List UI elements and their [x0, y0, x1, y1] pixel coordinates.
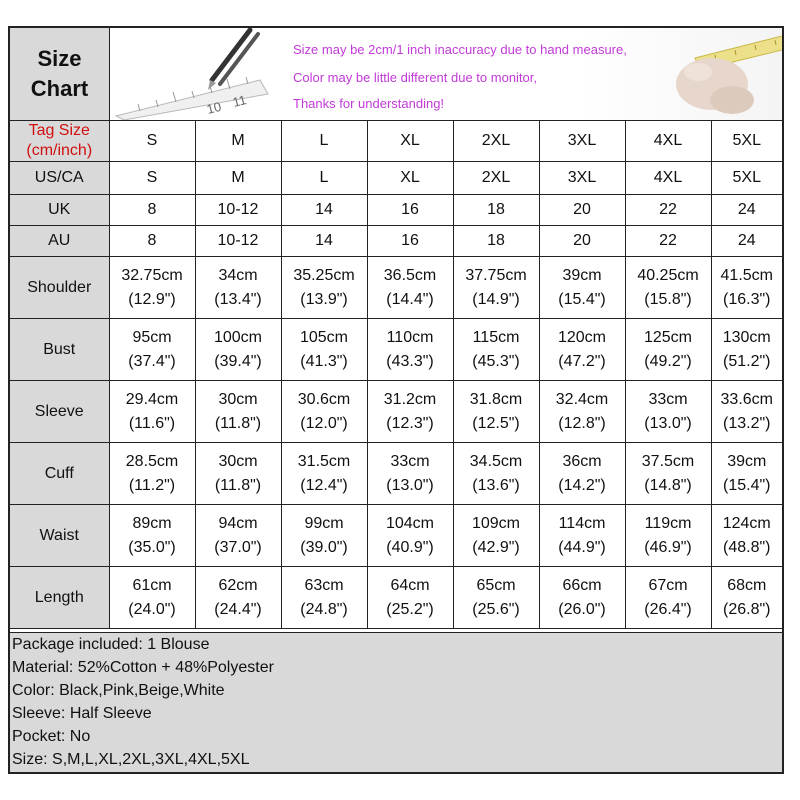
table-cell: 31.5cm (12.4")	[281, 443, 367, 505]
table-cell: XL	[367, 162, 453, 195]
table-cell: 4XL	[625, 162, 711, 195]
table-cell: 10-12	[195, 226, 281, 257]
table-row	[10, 567, 782, 629]
table-cell: 36.5cm (14.4")	[367, 257, 453, 319]
table-cell: 30cm (11.8")	[195, 381, 281, 443]
row-label: Length	[10, 567, 109, 629]
table-cell: 130cm (51.2")	[711, 319, 782, 381]
table-cell: 100cm (39.4")	[195, 319, 281, 381]
header	[10, 28, 782, 121]
size-header-cell: 5XL	[711, 121, 782, 162]
row-label: Waist	[10, 505, 109, 567]
table-row	[10, 162, 782, 195]
table-cell: 20	[539, 226, 625, 257]
table-cell: 8	[109, 195, 195, 226]
table-cell: 18	[453, 226, 539, 257]
size-header-cell: 2XL	[453, 121, 539, 162]
table-cell: 125cm (49.2")	[625, 319, 711, 381]
table-cell: 20	[539, 195, 625, 226]
table-cell: 94cm (37.0")	[195, 505, 281, 567]
table-cell: 33.6cm (13.2")	[711, 381, 782, 443]
table-cell: 110cm (43.3")	[367, 319, 453, 381]
table-cell: 114cm (44.9")	[539, 505, 625, 567]
table-cell: 32.4cm (12.8")	[539, 381, 625, 443]
table-cell: 34.5cm (13.6")	[453, 443, 539, 505]
table-row	[10, 381, 782, 443]
table-cell: 36cm (14.2")	[539, 443, 625, 505]
tag-size-header: Tag Size (cm/inch)	[10, 121, 109, 162]
table-cell: 109cm (42.9")	[453, 505, 539, 567]
table-cell: 22	[625, 195, 711, 226]
table-cell: 61cm (24.0")	[109, 567, 195, 629]
table-cell: 66cm (26.0")	[539, 567, 625, 629]
table-cell: 8	[109, 226, 195, 257]
table-cell: 40.25cm (15.8")	[625, 257, 711, 319]
table-row	[10, 319, 782, 381]
detail-pocket: Pocket: No	[12, 728, 91, 745]
table-cell: 24	[711, 226, 782, 257]
table-cell: 65cm (25.6")	[453, 567, 539, 629]
table-cell: 33cm (13.0")	[367, 443, 453, 505]
detail-color: Color: Black,Pink,Beige,White	[12, 682, 225, 699]
table-row	[10, 443, 782, 505]
detail-material: Material: 52%Cotton + 48%Polyester	[12, 659, 274, 676]
table-cell: 22	[625, 226, 711, 257]
table-cell: 34cm (13.4")	[195, 257, 281, 319]
banner-note: Size may be 2cm/1 inch inaccuracy due to hand measure,	[293, 42, 627, 57]
table-cell: 18	[453, 195, 539, 226]
row-label: Bust	[10, 319, 109, 381]
table-cell: 24	[711, 195, 782, 226]
table-row	[10, 505, 782, 567]
table-cell: S	[109, 162, 195, 195]
table-cell: 33cm (13.0")	[625, 381, 711, 443]
table-cell: 32.75cm (12.9")	[109, 257, 195, 319]
row-label: Sleeve	[10, 381, 109, 443]
size-table	[10, 121, 782, 629]
pencil-ruler-icon	[110, 28, 290, 120]
size-chart-frame	[8, 26, 784, 774]
table-cell: 39cm (15.4")	[711, 443, 782, 505]
table-cell: 89cm (35.0")	[109, 505, 195, 567]
table-row	[10, 195, 782, 226]
size-header-cell: XL	[367, 121, 453, 162]
table-cell: 31.2cm (12.3")	[367, 381, 453, 443]
measuring-tape-hand-icon	[640, 28, 782, 120]
table-cell: 104cm (40.9")	[367, 505, 453, 567]
table-cell: 14	[281, 226, 367, 257]
ruler-number: 11	[231, 92, 248, 110]
table-cell: 30cm (11.8")	[195, 443, 281, 505]
product-details	[10, 632, 782, 772]
banner-note: Color may be little different due to monitor,	[293, 70, 537, 85]
table-cell: 30.6cm (12.0")	[281, 381, 367, 443]
table-cell: 10-12	[195, 195, 281, 226]
table-cell: 119cm (46.9")	[625, 505, 711, 567]
size-header-cell: S	[109, 121, 195, 162]
table-cell: 67cm (26.4")	[625, 567, 711, 629]
row-label: Shoulder	[10, 257, 109, 319]
table-row	[10, 121, 782, 162]
table-row	[10, 257, 782, 319]
row-label: UK	[10, 195, 109, 226]
row-label: Cuff	[10, 443, 109, 505]
banner-note: Thanks for understanding!	[293, 96, 445, 111]
table-cell: 28.5cm (11.2")	[109, 443, 195, 505]
detail-sleeve: Sleeve: Half Sleeve	[12, 705, 152, 722]
table-cell: 64cm (25.2")	[367, 567, 453, 629]
size-header-cell: M	[195, 121, 281, 162]
measurement-banner	[110, 28, 782, 120]
table-cell: 35.25cm (13.9")	[281, 257, 367, 319]
table-cell: 37.75cm (14.9")	[453, 257, 539, 319]
size-chart-title: Size Chart	[10, 28, 110, 120]
row-label: AU	[10, 226, 109, 257]
table-cell: 29.4cm (11.6")	[109, 381, 195, 443]
table-cell: 2XL	[453, 162, 539, 195]
table-cell: L	[281, 162, 367, 195]
size-header-cell: 3XL	[539, 121, 625, 162]
table-cell: 124cm (48.8")	[711, 505, 782, 567]
ruler-number: 10	[205, 98, 223, 117]
table-cell: 14	[281, 195, 367, 226]
table-cell: 41.5cm (16.3")	[711, 257, 782, 319]
size-header-cell: L	[281, 121, 367, 162]
table-cell: M	[195, 162, 281, 195]
table-cell: 31.8cm (12.5")	[453, 381, 539, 443]
table-cell: 95cm (37.4")	[109, 319, 195, 381]
table-cell: 39cm (15.4")	[539, 257, 625, 319]
table-cell: 68cm (26.8")	[711, 567, 782, 629]
table-cell: 16	[367, 195, 453, 226]
table-cell: 37.5cm (14.8")	[625, 443, 711, 505]
table-cell: 63cm (24.8")	[281, 567, 367, 629]
detail-package: Package included: 1 Blouse	[12, 636, 210, 653]
table-cell: 115cm (45.3")	[453, 319, 539, 381]
table-cell: 105cm (41.3")	[281, 319, 367, 381]
table-cell: 16	[367, 226, 453, 257]
size-header-cell: 4XL	[625, 121, 711, 162]
table-cell: 3XL	[539, 162, 625, 195]
table-cell: 62cm (24.4")	[195, 567, 281, 629]
table-cell: 5XL	[711, 162, 782, 195]
row-label: US/CA	[10, 162, 109, 195]
table-cell: 120cm (47.2")	[539, 319, 625, 381]
table-row	[10, 226, 782, 257]
table-cell: 99cm (39.0")	[281, 505, 367, 567]
detail-sizes: Size: S,M,L,XL,2XL,3XL,4XL,5XL	[12, 751, 250, 768]
